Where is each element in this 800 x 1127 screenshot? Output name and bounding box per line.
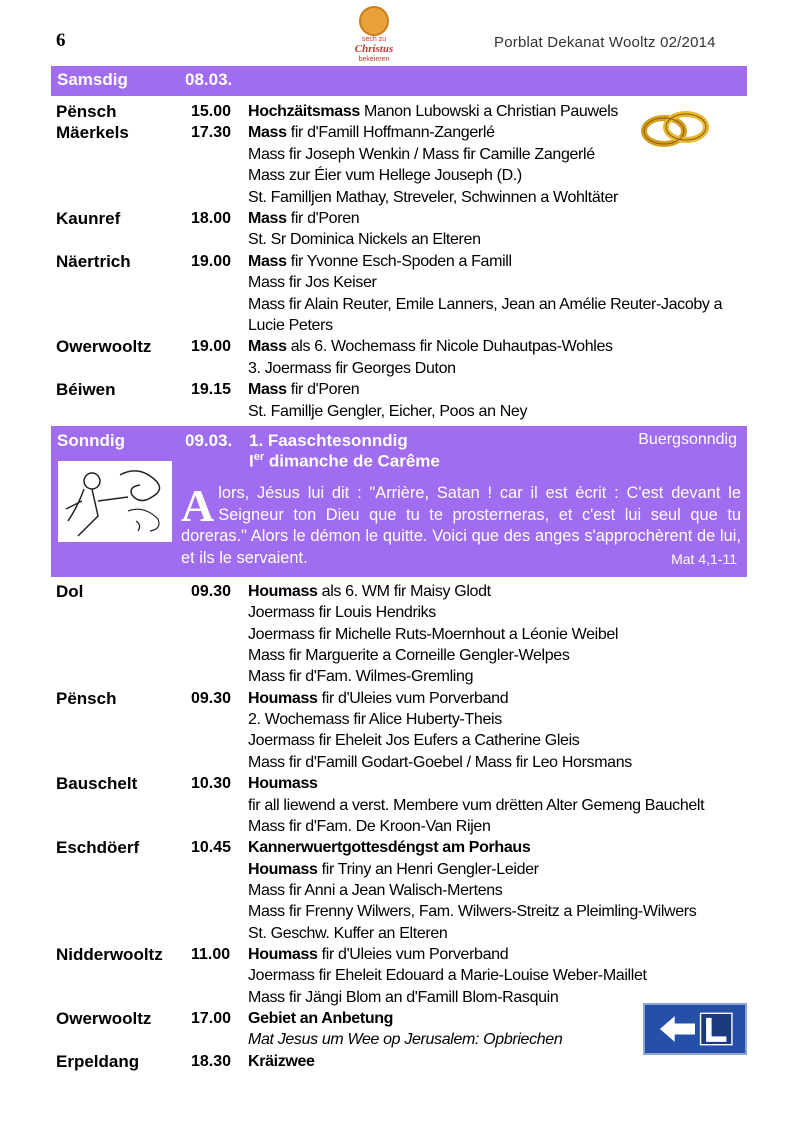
row-location: Bauschelt xyxy=(56,774,138,794)
drop-cap: A xyxy=(181,480,215,531)
row-location: Pënsch xyxy=(56,102,117,121)
row-text: St. Familljen Mathay, Streveler, Schwinnen a Wohltäter xyxy=(248,188,619,206)
sunday-title: 1. Faaschtesonndig xyxy=(249,431,408,450)
sunday-day: Sonndig xyxy=(57,431,125,450)
row-intention xyxy=(248,1008,393,1029)
row-intention xyxy=(248,709,502,730)
schedule-row xyxy=(56,752,756,773)
row-text: Mass fir Anni a Jean Walisch-Mertens xyxy=(248,881,503,899)
row-text: St. Sr Dominica Nickels an Elteren xyxy=(248,231,481,249)
row-text: als 6. Wochemass fir Nicole Duhautpas-Wohles xyxy=(286,338,613,356)
schedule-row xyxy=(56,923,756,944)
logo-line1: sech zu xyxy=(361,36,387,43)
row-intention xyxy=(248,859,539,880)
row-service-type: Gebiet an Anbetung xyxy=(248,1010,394,1027)
schedule-row xyxy=(56,688,756,709)
schedule-row xyxy=(56,294,756,315)
saturday-header xyxy=(51,66,747,96)
schedule-row xyxy=(56,880,756,901)
row-text: fir d'Uleies vum Porverband xyxy=(317,945,509,963)
row-intention xyxy=(248,1029,562,1050)
schedule-row xyxy=(56,187,756,208)
schedule-row xyxy=(56,965,756,986)
row-text: fir all liewend a verst. Membere vum drëtten Alter Gemeng Bauchelt xyxy=(248,796,705,814)
row-location: Eschdöerf xyxy=(56,838,140,858)
row-location: Mäerkels xyxy=(56,123,129,143)
row-intention xyxy=(248,1051,315,1072)
row-service-type: Houmass xyxy=(248,689,318,707)
row-text: Lucie Peters xyxy=(248,317,333,334)
row-text: fir Triny an Henri Gengler-Leider xyxy=(317,860,539,878)
schedule-row xyxy=(56,602,756,623)
jesus-temptation-illustration xyxy=(58,461,172,542)
row-intention xyxy=(248,944,508,965)
row-intention xyxy=(248,624,618,645)
schedule-row xyxy=(56,315,756,336)
row-time: 19.15 xyxy=(191,381,232,399)
row-intention xyxy=(248,336,613,357)
schedule-row xyxy=(56,859,756,880)
sunday-date: 09.03. xyxy=(185,431,233,450)
row-intention xyxy=(248,251,512,272)
row-text: Joermass fir Eheleit Jos Eufers a Catherine Gleis xyxy=(248,732,580,750)
row-text: Mass fir Joseph Wenkin / Mass fir Camille Zangerlé xyxy=(248,145,595,163)
row-time: 18.00 xyxy=(191,210,232,227)
row-intention xyxy=(248,688,508,709)
row-location: Owerwooltz xyxy=(56,1009,152,1028)
row-text: 3. Joermass fir Georges Duton xyxy=(248,359,456,377)
schedule-row xyxy=(56,730,756,751)
row-intention xyxy=(248,358,456,379)
row-text: fir d'Poren xyxy=(286,381,360,399)
row-time: 15.00 xyxy=(191,103,232,120)
row-time: 17.00 xyxy=(191,1010,232,1027)
row-intention xyxy=(248,122,495,143)
row-text: Mass fir Frenny Wilwers, Fam. Wilwers-Streitz a Pleimling-Wilwers xyxy=(248,903,697,921)
logo-line3: bekéieren xyxy=(358,56,390,63)
wedding-rings-icon xyxy=(636,104,716,154)
row-intention xyxy=(248,773,318,794)
row-intention xyxy=(248,880,502,901)
row-text: Manon Lubowski a Christian Pauwels xyxy=(359,103,619,120)
row-intention xyxy=(248,272,377,293)
row-intention xyxy=(248,730,579,751)
row-text: fir d'Poren xyxy=(286,210,360,227)
row-service-type: Kannerwuertgottesdéngst am Porhaus xyxy=(248,839,531,857)
row-location: Nidderwooltz xyxy=(56,944,163,964)
row-time: 11.00 xyxy=(191,945,231,963)
row-text: Mass fir Alain Reuter, Emile Lanners, Jean an Amélie Reuter-Jacoby a xyxy=(248,295,723,313)
sunday-subtitle: Ier dimanche de Carême xyxy=(249,451,440,471)
row-intention xyxy=(248,101,618,122)
row-time: 19.00 xyxy=(191,338,232,356)
row-location: Béiwen xyxy=(56,380,116,400)
row-intention xyxy=(248,144,595,165)
row-intention xyxy=(248,187,618,208)
schedule-row xyxy=(56,581,756,602)
row-intention xyxy=(248,816,491,837)
schedule-row xyxy=(56,208,756,229)
schedule-row xyxy=(56,709,756,730)
row-location: Kaunref xyxy=(56,209,121,228)
schedule-row xyxy=(56,773,756,794)
row-intention xyxy=(248,901,696,922)
row-intention xyxy=(248,208,359,229)
row-intention xyxy=(248,965,647,986)
row-intention xyxy=(248,752,632,773)
sunday-right-label: Buergsonndig xyxy=(638,431,737,448)
row-text: Mass fir d'Fam. Wilmes-Gremling xyxy=(248,668,474,686)
schedule-row xyxy=(56,272,756,293)
row-intention xyxy=(248,401,527,422)
schedule-row xyxy=(56,251,756,272)
row-service-type: Houmass xyxy=(248,860,318,878)
schedule-row xyxy=(56,165,756,186)
back-arrow-icon[interactable] xyxy=(643,1003,747,1055)
row-service-type: Houmass xyxy=(248,775,318,793)
row-service-type: Kräizwee xyxy=(248,1052,315,1070)
saturday-date: 08.03. xyxy=(185,70,233,89)
logo-emblem-icon xyxy=(359,6,389,36)
row-service-type: Houmass xyxy=(248,945,318,963)
schedule-row xyxy=(56,816,756,837)
row-text: Mass fir d'Fam. De Kroon-Van Rijen xyxy=(248,817,491,835)
schedule-row xyxy=(56,336,756,357)
row-text: Mass zur Éier vum Hellege Jouseph (D.) xyxy=(248,167,522,185)
schedule-row xyxy=(56,379,756,400)
row-service-type: Hochzäitsmass xyxy=(248,103,360,120)
page-number: 6 xyxy=(56,30,66,51)
schedule-row xyxy=(56,837,756,858)
row-text: Mass fir Marguerite a Corneille Gengler-Welpes xyxy=(248,647,570,665)
row-intention xyxy=(248,602,436,623)
row-intention xyxy=(248,315,333,336)
schedule-row xyxy=(56,901,756,922)
row-text: fir d'Uleies vum Porverband xyxy=(317,689,509,707)
row-location: Pënsch xyxy=(56,688,117,708)
schedule-row xyxy=(56,401,756,422)
schedule-row xyxy=(56,666,756,687)
schedule-row xyxy=(56,795,756,816)
row-service-type: Mass xyxy=(248,252,287,270)
row-text: St. Geschw. Kuffer an Elteren xyxy=(248,924,448,942)
row-intention xyxy=(248,379,359,400)
row-intention xyxy=(248,229,481,250)
schedule-row xyxy=(56,645,756,666)
row-intention xyxy=(248,923,447,944)
row-text: als 6. WM fir Maisy Glodt xyxy=(317,583,491,600)
row-text: Joermass fir Louis Hendriks xyxy=(248,604,436,622)
row-text: Mass fir Jängi Blom an d'Famill Blom-Rasquin xyxy=(248,988,559,1006)
row-service-type: Mass xyxy=(248,124,287,142)
row-text: 2. Wochemass fir Alice Huberty-Theis xyxy=(248,711,502,729)
gospel-text: Alors, Jésus lui dit : "Arrière, Satan ! car il est écrit : C'est devant le Seigneur ton Dieu que tu te prosterneras, et c'est lui seul que tu doreras." Alors le démon le quitte. Voici que des anges s'approchèrent de lui, et ils le servaient. xyxy=(181,480,741,567)
schedule-row xyxy=(56,624,756,645)
row-text: Mass fir Jos Keiser xyxy=(248,274,377,292)
row-service-type: Mass xyxy=(248,381,287,399)
row-intention xyxy=(248,645,570,666)
row-time: 17.30 xyxy=(191,124,232,142)
schedule-row xyxy=(56,944,756,965)
row-service-type: Mass xyxy=(248,210,287,227)
row-intention xyxy=(248,987,558,1008)
gospel-reference: Mat 4,1-11 xyxy=(671,551,737,567)
row-service-type: Mass xyxy=(248,338,287,356)
row-text: Mat Jesus um Wee op Jerusalem: Opbriechen xyxy=(248,1031,563,1049)
row-location: Näertrich xyxy=(56,251,131,271)
row-text: Joermass fir Eheleit Edouard a Marie-Louise Weber-Maillet xyxy=(248,967,647,985)
row-intention xyxy=(248,837,530,858)
row-time: 09.30 xyxy=(191,689,232,707)
row-intention xyxy=(248,294,722,315)
row-intention xyxy=(248,795,704,816)
row-time: 10.30 xyxy=(191,775,232,793)
schedule-row xyxy=(56,229,756,250)
row-location: Dol xyxy=(56,582,84,601)
row-intention xyxy=(248,165,522,186)
sunday-header xyxy=(51,426,747,577)
row-time: 09.30 xyxy=(191,583,232,600)
logo-line2: Christus xyxy=(354,43,394,55)
row-location: Owerwooltz xyxy=(56,337,152,357)
row-time: 19.00 xyxy=(191,252,232,270)
row-time: 10.45 xyxy=(191,839,232,857)
parish-logo xyxy=(343,6,403,64)
row-text: fir d'Famill Hoffmann-Zangerlé xyxy=(286,124,495,142)
row-time: 18.30 xyxy=(191,1052,232,1070)
row-intention xyxy=(248,666,473,687)
row-text: St. Famillje Gengler, Eicher, Poos an Ney xyxy=(248,402,528,420)
row-text: Joermass fir Michelle Ruts-Moernhout a Léonie Weibel xyxy=(248,625,619,643)
row-location: Erpeldang xyxy=(56,1051,140,1071)
row-intention xyxy=(248,581,491,602)
publication-title: Porblat Dekanat Wooltz 02/2014 xyxy=(494,34,716,51)
saturday-day: Samsdig xyxy=(57,70,128,89)
row-text: fir Yvonne Esch-Spoden a Famill xyxy=(286,252,512,270)
row-service-type: Houmass xyxy=(248,583,318,600)
row-text: Mass fir d'Famill Godart-Goebel / Mass fir Leo Horsmans xyxy=(248,753,632,771)
schedule-row xyxy=(56,358,756,379)
